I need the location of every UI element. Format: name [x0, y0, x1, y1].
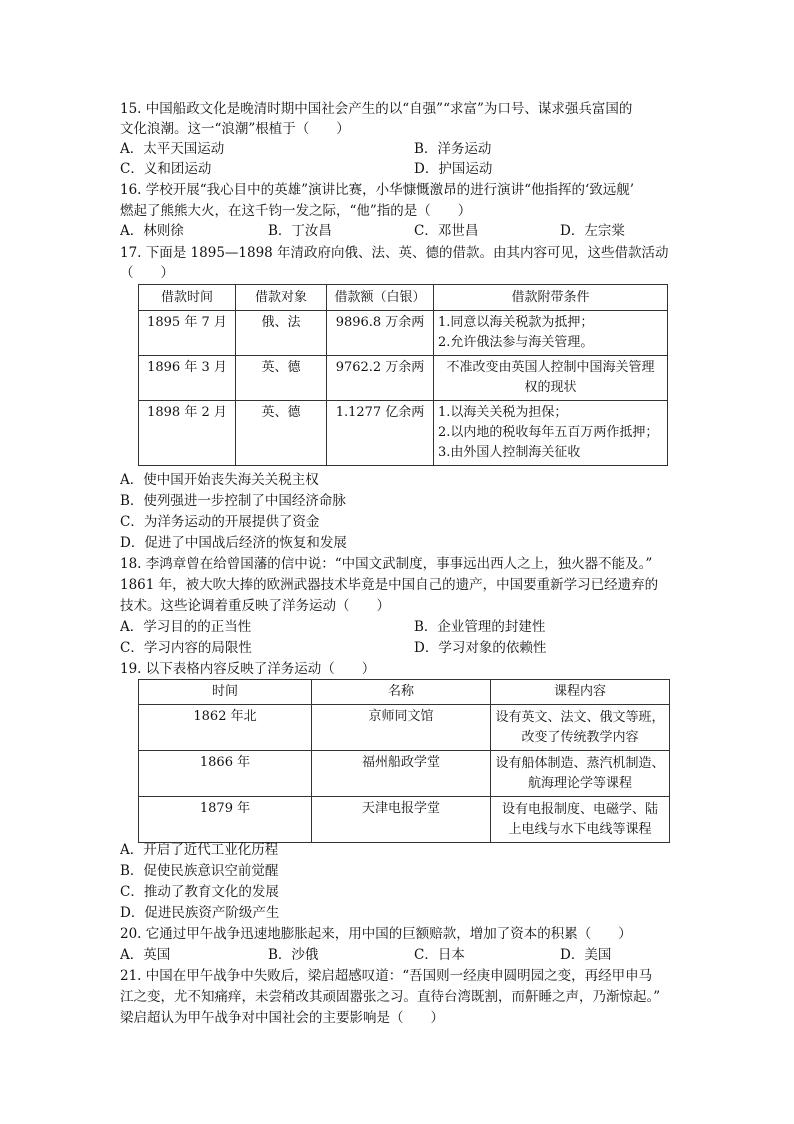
- q17-option-b[interactable]: B．使列强进一步控制了中国经济命脉: [120, 493, 346, 509]
- q19-course-line: 上电线与水下电线等课程: [508, 821, 652, 837]
- q20-option-c[interactable]: C．日本: [414, 947, 465, 963]
- q17-cell-time: 1898 年 2 月: [139, 401, 236, 466]
- q19-course-line: 设有英文、法文、俄文等班，: [495, 709, 665, 725]
- q18-stem-line3: 技术。这些论调着重反映了洋务运动（ ）: [120, 598, 390, 614]
- q19-cell-name: 京师同文馆: [312, 705, 491, 751]
- q20-option-b[interactable]: B．沙俄: [268, 947, 319, 963]
- q19-cell-time: 1866 年: [139, 751, 312, 797]
- table-row: [139, 797, 670, 843]
- q19-stem-line1: 19. 以下表格内容反映了洋务运动（ ）: [120, 661, 376, 677]
- q17-condition-line: 2.以内地的税收每年五百万两作抵押；: [438, 425, 659, 440]
- q17-condition-line: 1.同意以海关税款为抵押；: [438, 315, 594, 330]
- q17-cell-amount: 1.1277 亿余两: [327, 401, 434, 466]
- q17-cell-amount: 9762.2 万余两: [327, 356, 434, 401]
- q19-cell-time: 1862 年北: [139, 705, 312, 751]
- q19-header-name: 名称: [312, 680, 491, 705]
- q19-option-b[interactable]: B．促使民族意识空前觉醒: [120, 863, 279, 879]
- q17-cell-target: 英、德: [236, 356, 327, 401]
- q19-cell-name: 天津电报学堂: [312, 797, 491, 843]
- q19-cell-name: 福州船政学堂: [312, 751, 491, 797]
- q19-cell-time: 1879 年: [139, 797, 312, 843]
- q21-stem-line1: 21. 中国在甲午战争中失败后，梁启超感叹道：“吾国则一经庚申圆明园之变，再经甲申马: [120, 968, 653, 984]
- q16-stem-line2: 燃起了熊熊大火，在这千钧一发之际，“他”指的是（ ）: [120, 203, 472, 219]
- q16-stem-line1: 16. 学校开展“我心目中的英雄”演讲比赛，小华慷慨激昂的进行演讲“他指挥的‘致远舰’: [120, 182, 635, 198]
- q17-header-conditions: 借款附带条件: [434, 285, 668, 311]
- q16-option-d[interactable]: D．左宗棠: [560, 223, 625, 239]
- q17-cell-conditions: [434, 401, 668, 466]
- q19-course-line: 改变了传统教学内容: [521, 729, 639, 745]
- q17-condition-line: 不准改变由英国人控制中国海关管理: [446, 360, 655, 375]
- q19-option-a[interactable]: A．开启了近代工业化历程: [120, 842, 279, 858]
- q15-option-d[interactable]: D．护国运动: [414, 161, 493, 177]
- q19-cell-courses: [491, 705, 670, 751]
- table-row: [139, 705, 670, 751]
- q18-option-b[interactable]: B．企业管理的封建性: [414, 619, 546, 635]
- table-row: [139, 751, 670, 797]
- q18-stem-line2: 1861 年，被大吹大捧的欧洲武器技术毕竟是中国自己的遗产，中国要重新学习已经遗弃的: [120, 577, 659, 593]
- q18-option-c[interactable]: C．学习内容的局限性: [120, 640, 252, 656]
- q17-cell-conditions: [434, 356, 668, 401]
- q18-option-a[interactable]: A．学习目的的正当性: [120, 619, 252, 635]
- q17-option-a[interactable]: A．使中国开始丧失海关关税主权: [120, 472, 319, 488]
- q17-option-c[interactable]: C．为洋务运动的开展提供了资金: [120, 514, 320, 530]
- table-row: [139, 356, 668, 401]
- q17-loan-table: [138, 284, 668, 466]
- q18-option-d[interactable]: D．学习对象的依赖性: [414, 640, 547, 656]
- q17-cell-target: 英、德: [236, 401, 327, 466]
- q19-option-c[interactable]: C．推动了教育文化的发展: [120, 884, 279, 900]
- q15-option-b[interactable]: B．洋务运动: [414, 141, 492, 157]
- q21-stem-line3: 梁启超认为甲午战争对中国社会的主要影响是（ ）: [120, 1010, 444, 1026]
- q17-header-target: 借款对象: [236, 285, 327, 311]
- q21-stem-line2: 江之变，尤不知痛痒，未尝稍改其顽固嚣张之习。直待台湾既割，而鼾睡之声，乃渐惊起。”: [120, 989, 661, 1005]
- q20-option-a[interactable]: A．英国: [120, 947, 171, 963]
- table-row: [139, 311, 668, 356]
- q17-stem-line1: 17. 下面是 1895—1898 年清政府向俄、法、英、德的借款。由其内容可见，这些借款活动: [120, 245, 669, 261]
- q20-option-d[interactable]: D．美国: [560, 947, 612, 963]
- q17-header-time: 借款时间: [139, 285, 236, 311]
- q19-header-time: 时间: [139, 680, 312, 705]
- q17-cell-amount: 9896.8 万余两: [327, 311, 434, 356]
- q16-option-c[interactable]: C．邓世昌: [414, 223, 479, 239]
- q17-condition-line: 2.允许俄法参与海关管理。: [438, 335, 594, 350]
- q15-option-c[interactable]: C．义和团运动: [120, 161, 212, 177]
- q19-school-table: [138, 679, 670, 843]
- q19-cell-courses: [491, 751, 670, 797]
- q17-condition-line: 权的现状: [524, 380, 577, 395]
- q17-option-d[interactable]: D．促进了中国战后经济的恢复和发展: [120, 535, 347, 551]
- q18-stem-line1: 18. 李鸿章曾在给曾国藩的信中说：“中国文武制度，事事远出西人之上，独火器不能及。”: [120, 556, 653, 572]
- table-row: [139, 401, 668, 466]
- q19-cell-courses: [491, 797, 670, 843]
- q17-header-amount: 借款额（白银）: [327, 285, 434, 311]
- q20-stem-line1: 20. 它通过甲午战争迅速地膨胀起来，用中国的巨额赔款，增加了资本的积累（ ）: [120, 926, 632, 942]
- q17-cell-time: 1896 年 3 月: [139, 356, 236, 401]
- q17-cell-time: 1895 年 7 月: [139, 311, 236, 356]
- q15-stem-line1: 15. 中国船政文化是晚清时期中国社会产生的以“自强”“求富”为口号、谋求强兵富国的: [120, 101, 633, 117]
- q17-stem-line2: （ ）: [120, 265, 174, 281]
- q19-option-d[interactable]: D．促进民族资产阶级产生: [120, 905, 280, 921]
- q16-option-a[interactable]: A．林则徐: [120, 223, 184, 239]
- q17-cell-target: 俄、法: [236, 311, 327, 356]
- q17-cell-conditions: [434, 311, 668, 356]
- q19-course-line: 设有电报制度、电磁学、陆: [501, 801, 658, 817]
- q19-header-courses: 课程内容: [491, 680, 670, 705]
- q17-condition-line: 1.以海关关税为担保；: [438, 405, 568, 420]
- q15-stem-line2: 文化浪潮。这一“浪潮”根植于（ ）: [120, 121, 350, 137]
- q19-course-line: 航海理论学等课程: [527, 775, 632, 791]
- q17-condition-line: 3.由外国人控制海关征收: [438, 445, 581, 460]
- q16-option-b[interactable]: B．丁汝昌: [268, 223, 332, 239]
- q15-option-a[interactable]: A．太平天国运动: [120, 141, 225, 157]
- q19-course-line: 设有船体制造、蒸汽机制造、: [495, 755, 665, 771]
